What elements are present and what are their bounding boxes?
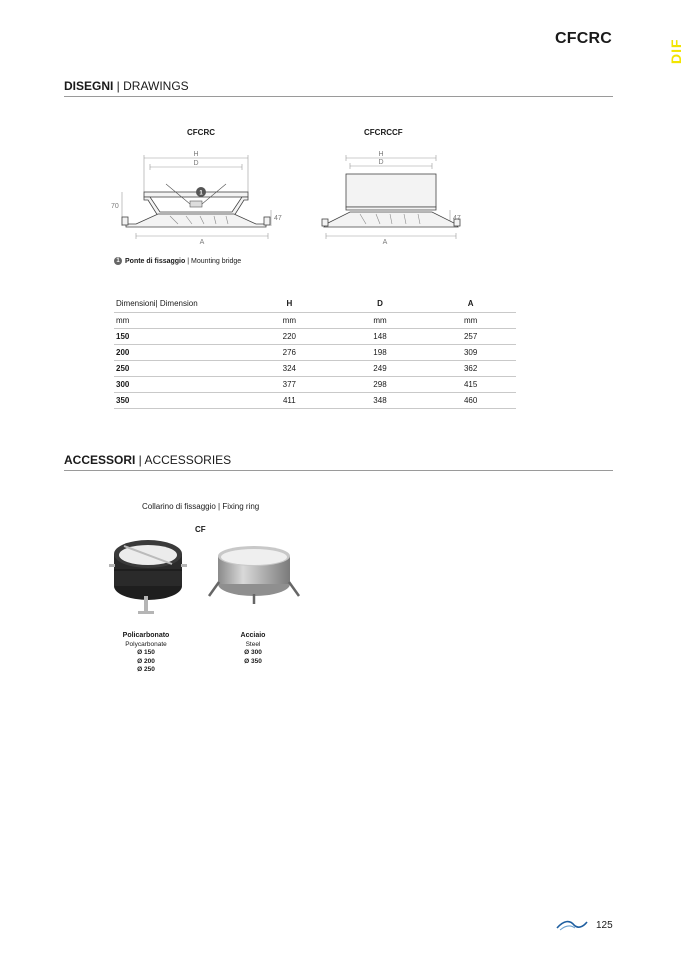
size-item: Ø 200 [137,657,155,665]
note-number: 1 [114,257,122,265]
table-row [114,328,516,344]
size-item: Ø 150 [137,649,155,656]
table-header-cell: D [335,296,426,312]
drawing-label-cfcrccf: CFCRCCF [364,128,403,137]
size-item: Ø 250 [137,666,155,673]
table-cell: 257 [425,328,516,344]
dim-a-right: A [382,239,388,246]
table-cell: 198 [335,344,426,360]
side-tab-label: DIF [668,38,684,64]
dim-h-right: H [378,151,384,158]
accessories-heading-bold: ACCESSORI [64,453,136,467]
polycarbonate-ring-image [106,536,190,622]
accessory-code: CF [195,525,206,534]
product-code: CFCRC [555,30,612,47]
steel-info [223,632,283,666]
side-tab [648,28,684,68]
fixing-ring-caption: Collarino di fissaggio | Fixing ring [142,502,260,511]
steel-name-en: Steel [245,640,261,648]
table-cell: 300 [114,376,244,392]
accessories-heading-rest: | ACCESSORIES [135,453,232,467]
page-number: 125 [596,920,613,931]
drawing-cfcrc [108,146,288,250]
steel-name-it: Acciaio [240,632,266,639]
table-cell: mm [244,312,335,328]
table-cell: 377 [244,376,335,392]
dim-47-right: 47 [453,215,461,222]
table-cell: 276 [244,344,335,360]
dim-a-left: A [199,239,205,246]
note-bold: Ponte di fissaggio [125,257,186,265]
polycarbonate-info [116,632,176,675]
table-cell: mm [425,312,516,328]
table-header-cell: A [425,296,516,312]
table-cell: 298 [335,376,426,392]
table-cell: 362 [425,360,516,376]
table-row [114,344,516,360]
table-units-row [114,312,516,328]
table-cell: 220 [244,328,335,344]
table-cell: 150 [114,328,244,344]
table-cell: 309 [425,344,516,360]
dim-h-left: H [193,151,199,158]
steel-ring-image [205,544,303,606]
polycarbonate-name-it: Policarbonato [122,632,170,639]
drawings-heading-bold: DISEGNI [64,79,114,93]
table-row [114,392,516,408]
table-cell: 350 [114,392,244,408]
drawings-heading [64,79,613,97]
drawings-heading-rest: | DRAWINGS [113,79,189,93]
table-cell: 415 [425,376,516,392]
brand-wave-icon [556,919,588,931]
table-header-row [114,296,516,312]
mounting-bridge-note [114,257,241,265]
callout-number: 1 [199,190,203,197]
size-item: Ø 300 [244,649,262,656]
table-cell: 324 [244,360,335,376]
table-header-cell: Dimensioni| Dimension [114,296,244,312]
table-cell: 460 [425,392,516,408]
drawing-cfcrccf [312,146,472,250]
accessories-heading [64,453,613,471]
table-cell: mm [335,312,426,328]
table-cell: mm [114,312,244,328]
drawing-label-cfcrc: CFCRC [187,128,215,137]
dim-d-left: D [193,160,199,167]
dim-47-left: 47 [274,215,282,222]
size-item: Ø 350 [244,657,262,665]
dim-70: 70 [111,203,119,210]
dimensions-table [114,296,516,409]
table-cell: 200 [114,344,244,360]
dim-d-right: D [378,159,384,166]
table-cell: 249 [335,360,426,376]
table-cell: 250 [114,360,244,376]
table-row [114,376,516,392]
table-cell: 348 [335,392,426,408]
table-cell: 411 [244,392,335,408]
table-row [114,360,516,376]
table-header-cell: H [244,296,335,312]
polycarbonate-name-en: Polycarbonate [125,640,167,648]
table-cell: 148 [335,328,426,344]
note-rest: | Mounting bridge [185,257,242,265]
